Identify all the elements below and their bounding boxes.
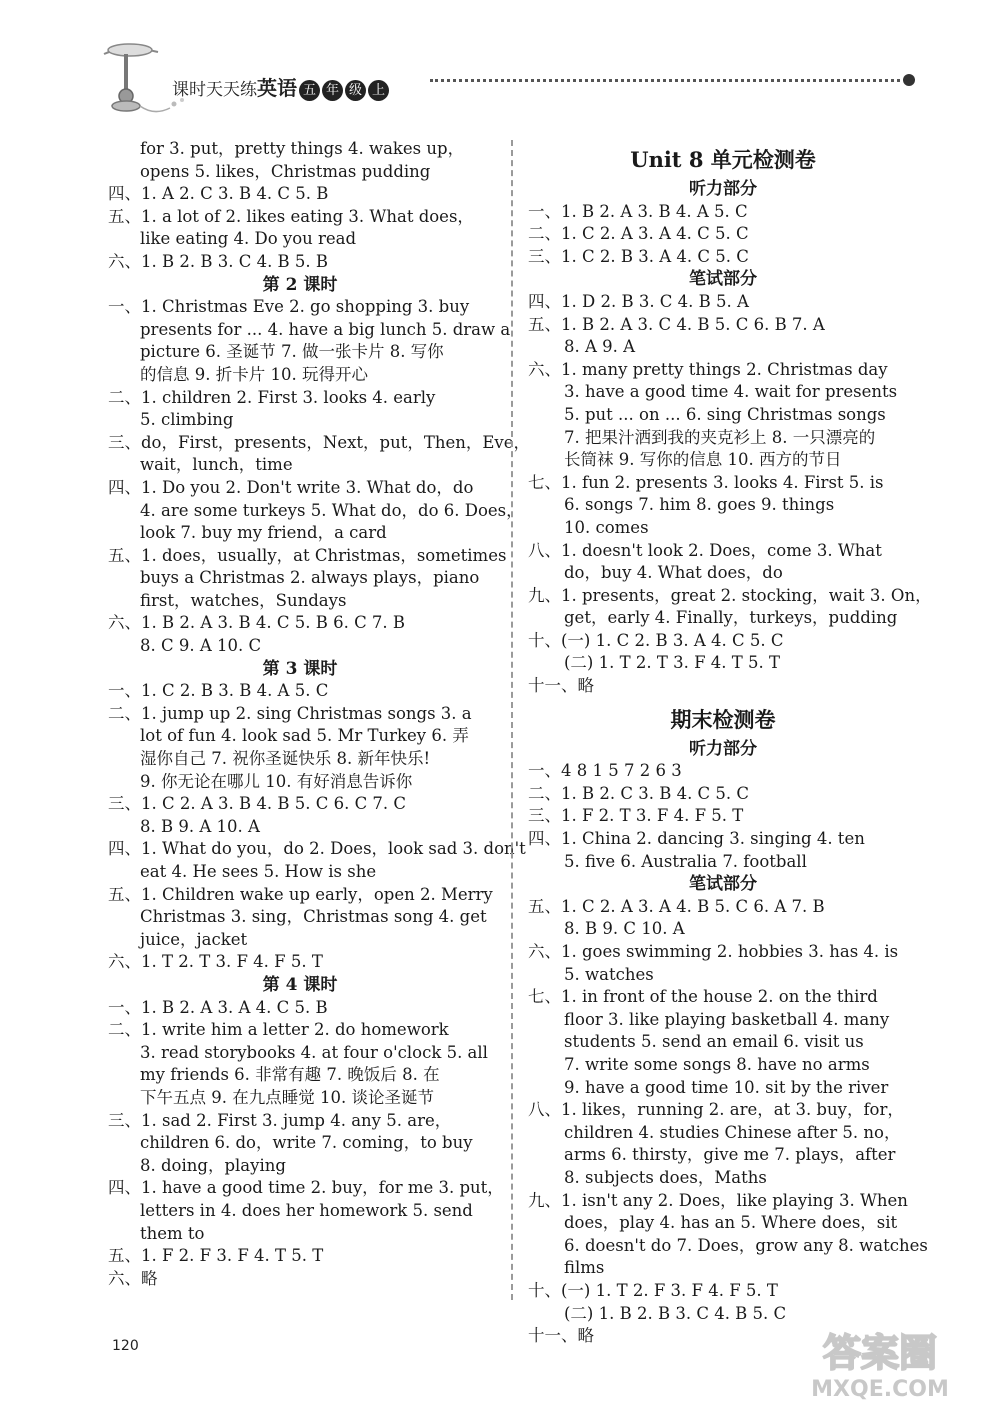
section-heading: 第 4 课时 (262, 974, 338, 995)
answer-line: 七、1. in front of the house 2. on the third (528, 987, 878, 1007)
answer-line: first，watches，Sundays (140, 590, 347, 610)
answer-line: 的信息 9. 折卡片 10. 玩得开心 (140, 364, 368, 384)
section-heading: 第 2 课时 (262, 274, 338, 295)
page-header (0, 0, 1000, 130)
answer-line: 六、1. goes swimming 2. hobbies 3. has 4. is (528, 942, 899, 961)
answer-line: picture 6. 圣诞节 7. 做一张卡片 8. 写你 (140, 342, 444, 362)
answer-line: 一、1. B 2. A 3. B 4. A 5. C (528, 201, 748, 221)
answer-line: 四、1. What do you，do 2. Does，look sad 3. don't (108, 839, 526, 859)
answer-line: opens 5. likes，Christmas pudding (140, 161, 431, 181)
left-answer-column (108, 138, 530, 1290)
answer-line: 九、1. presents，great 2. stocking，wait 3. On， (528, 585, 932, 605)
answer-line: 三、do，First，presents，Next，put，Then，Eve， (108, 432, 530, 452)
answer-line: 二、1. C 2. A 3. A 4. C 5. C (528, 224, 749, 244)
book-title-prefix: 课时天天练 (172, 80, 257, 100)
grade-char: 级 (345, 80, 366, 101)
column-divider (511, 140, 513, 1300)
answer-line: 6. songs 7. him 8. goes 9. things (564, 495, 835, 515)
answer-line: do，buy 4. What does，do (564, 563, 783, 583)
test-title: Unit 8 单元检测卷 (630, 147, 816, 172)
answer-line: juice，jacket (140, 929, 248, 949)
answer-line: 4. are some turkeys 5. What do，do 6. Does， (140, 500, 523, 520)
answer-line: 八、1. doesn't look 2. Does，come 3. What (528, 540, 882, 560)
answer-line: 二、1. children 2. First 3. looks 4. early (108, 387, 436, 407)
answer-line: 8. B 9. C 10. A (564, 919, 685, 939)
answer-line: buys a Christmas 2. always plays，piano (140, 568, 480, 588)
answer-line: eat 4. He sees 5. How is she (140, 862, 377, 881)
answer-line: 十、(一) 1. T 2. F 3. F 4. F 5. T (528, 1280, 778, 1300)
answer-line: 四、1. have a good time 2. buy，for me 3. put， (108, 1178, 504, 1198)
section-heading: 笔试部分 (689, 269, 757, 290)
answer-line: 五、1. F 2. F 3. F 4. T 5. T (108, 1246, 324, 1266)
answer-line: wait，lunch，time (140, 455, 293, 475)
answer-line: 九、1. isn't any 2. Does，like playing 3. When (528, 1190, 908, 1210)
answer-line: 8. A 9. A (564, 337, 636, 357)
section-heading: 听力部分 (689, 738, 757, 759)
answer-line: letters in 4. does her homework 5. send (140, 1200, 473, 1220)
answer-line: get，early 4. Finally，turkeys，pudding (564, 608, 898, 628)
answer-line: 一、1. C 2. B 3. B 4. A 5. C (108, 681, 329, 701)
answer-line: 三、1. F 2. T 3. F 4. F 5. T (528, 806, 744, 826)
answer-line: 四、1. China 2. dancing 3. singing 4. ten (528, 829, 865, 849)
answer-line: 3. have a good time 4. wait for presents (564, 382, 898, 402)
answer-line: them to (140, 1223, 205, 1243)
answer-line: 5. watches (564, 964, 654, 984)
page-number: 120 (112, 1338, 139, 1354)
answer-line: arms 6. thirsty，give me 7. plays，after (564, 1145, 896, 1165)
answer-line: 下午五点 9. 在九点睡觉 10. 谈论圣诞节 (140, 1087, 434, 1107)
section-heading: 第 3 课时 (262, 658, 338, 679)
answer-line: 七、1. fun 2. presents 3. looks 4. First 5. is (528, 472, 884, 492)
answer-line: students 5. send an email 6. visit us (564, 1032, 864, 1052)
answer-line: 8. subjects does，Maths (564, 1167, 767, 1187)
answer-line: 8. B 9. A 10. A (140, 816, 260, 836)
right-answer-column (528, 138, 932, 1348)
answer-line: 五、1. C 2. A 3. A 4. B 5. C 6. A 7. B (528, 896, 825, 916)
answer-line: 六、略 (108, 1268, 158, 1288)
test-title: 期末检测卷 (670, 706, 776, 732)
site-watermark (790, 1322, 970, 1402)
answer-line: does，play 4. has an 5. Where does，sit (564, 1213, 898, 1233)
answer-line: 四、1. A 2. C 3. B 4. C 5. B (108, 184, 329, 204)
answer-line: 5. climbing (140, 410, 234, 430)
answer-line: presents for ... 4. have a big lunch 5. draw a (140, 319, 511, 339)
answer-line: 9. 你无论在哪儿 10. 有好消息告诉你 (140, 771, 413, 791)
answer-line: 6. doesn't do 7. Does，grow any 8. watches (564, 1235, 928, 1255)
answer-line: children 4. studies Chinese after 5. no， (564, 1122, 901, 1142)
header-dotted-rule (430, 79, 900, 82)
answer-line: 六、1. T 2. T 3. F 4. F 5. T (108, 952, 323, 972)
grade-char: 五 (299, 80, 320, 101)
answer-line: 三、1. C 2. A 3. B 4. B 5. C 6. C 7. C (108, 794, 407, 814)
answer-line: 五、1. B 2. A 3. C 4. B 5. C 6. B 7. A (528, 314, 825, 334)
answer-line: 四、1. Do you 2. Don't write 3. What do，do (108, 477, 474, 497)
answer-line: 五、1. a lot of 2. likes eating 3. What does， (108, 206, 474, 226)
grade-char: 年 (322, 80, 343, 101)
answer-line: 8. doing，playing (140, 1155, 286, 1175)
answer-line: 三、1. C 2. B 3. A 4. C 5. C (528, 246, 749, 266)
answer-line: 三、1. sad 2. First 3. jump 4. any 5. are， (108, 1110, 452, 1130)
answer-line: 六、1. B 2. B 3. C 4. B 5. B (108, 251, 329, 271)
book-subject: 英语 (257, 76, 297, 100)
answer-line: 10. comes (564, 517, 649, 537)
answer-line: 四、1. D 2. B 3. C 4. B 5. A (528, 291, 749, 311)
answer-line: 7. write some songs 8. have no arms (564, 1054, 870, 1074)
answer-line: 5. put ... on ... 6. sing Christmas songs (564, 404, 886, 424)
answer-line: 二、1. jump up 2. sing Christmas songs 3. a (108, 703, 472, 723)
answer-line: 9. have a good time 10. sit by the river (564, 1077, 889, 1097)
header-end-dot (903, 74, 915, 86)
answer-line: 5. five 6. Australia 7. football (564, 851, 807, 871)
answer-line: 3. read storybooks 4. at four o'clock 5. all (140, 1042, 488, 1062)
answer-line: Christmas 3. sing，Christmas song 4. get (140, 907, 487, 927)
answer-line: 湿你自己 7. 祝你圣诞快乐 8. 新年快乐! (140, 749, 431, 769)
answer-line: 十、(一) 1. C 2. B 3. A 4. C 5. C (528, 630, 784, 650)
watermark-title: 答案圈 (822, 1331, 938, 1375)
answer-line: for 3. put，pretty things 4. wakes up， (140, 139, 465, 158)
answer-line: 长筒袜 9. 写你的信息 10. 西方的节日 (564, 450, 842, 470)
answer-line: 十一、略 (528, 676, 594, 696)
answer-line: films (564, 1258, 605, 1278)
answer-line: 一、4 8 1 5 7 2 6 3 (528, 761, 682, 781)
answer-line: my friends 6. 非常有趣 7. 晚饭后 8. 在 (140, 1065, 440, 1085)
answer-line: 六、1. B 2. A 3. B 4. C 5. B 6. C 7. B (108, 613, 406, 633)
answer-line: (二) 1. T 2. T 3. F 4. T 5. T (564, 653, 781, 673)
answer-line: lot of fun 4. look sad 5. Mr Turkey 6. 弄 (140, 726, 469, 746)
answer-line: 五、1. Children wake up early，open 2. Merry (108, 884, 493, 904)
answer-line: 一、1. B 2. A 3. A 4. C 5. B (108, 997, 328, 1017)
answer-line: 二、1. write him a letter 2. do homework (108, 1020, 449, 1040)
watermark-url: MXQE.COM (811, 1377, 949, 1402)
section-heading: 笔试部分 (689, 874, 757, 895)
answer-line: like eating 4. Do you read (140, 229, 357, 249)
answer-line: 8. C 9. A 10. C (140, 636, 262, 656)
answer-line: 一、1. Christmas Eve 2. go shopping 3. buy (108, 297, 470, 317)
grade-char: 上 (368, 80, 389, 101)
book-title (172, 72, 389, 101)
answer-line: 十一、略 (528, 1326, 594, 1346)
answer-line: floor 3. like playing basketball 4. many (564, 1009, 890, 1029)
answer-line: 八、1. likes，running 2. are，at 3. buy，for， (528, 1100, 904, 1120)
answer-line: 六、1. many pretty things 2. Christmas day (528, 359, 888, 379)
answer-line: 二、1. B 2. C 3. B 4. C 5. C (528, 783, 750, 803)
answer-line: 7. 把果汁洒到我的夹克衫上 8. 一只漂亮的 (564, 427, 876, 447)
answer-line: look 7. buy my friend，a card (140, 523, 387, 543)
section-heading: 听力部分 (689, 179, 757, 199)
answer-line: 五、1. does，usually，at Christmas，sometimes (108, 545, 507, 565)
answer-line: children 6. do，write 7. coming，to buy (140, 1133, 473, 1153)
answer-line: (二) 1. B 2. B 3. C 4. B 5. C (564, 1303, 787, 1323)
